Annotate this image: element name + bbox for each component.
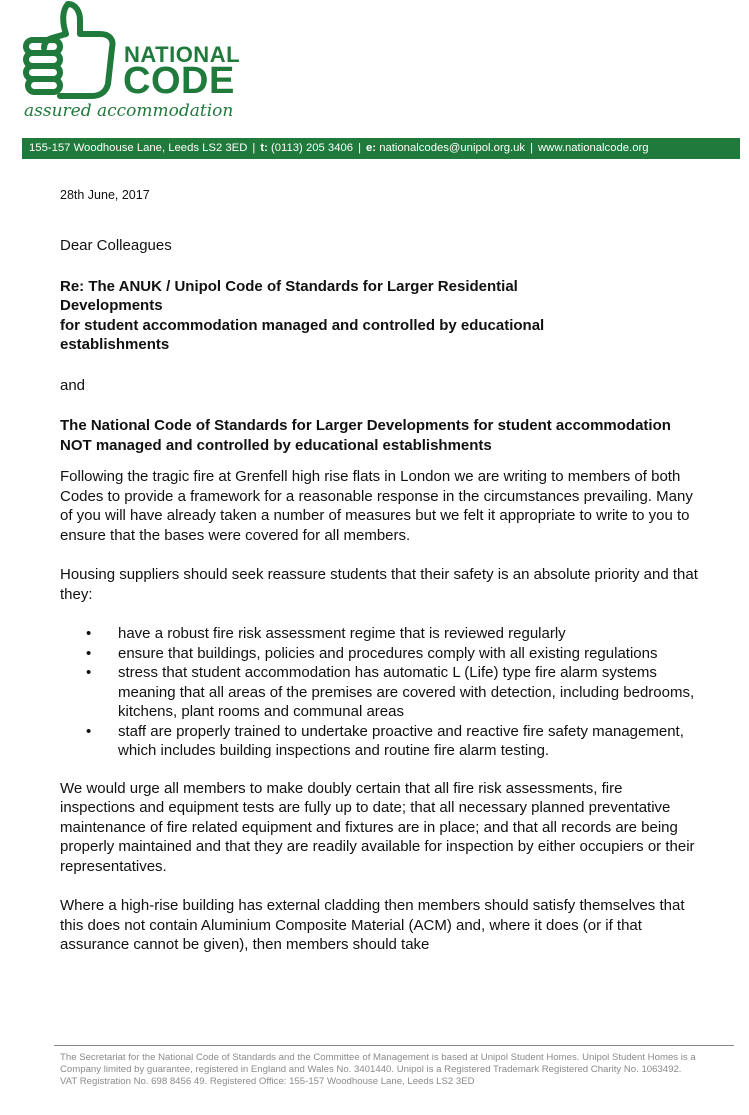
contact-phone: (0113) 205 3406 [270,142,354,154]
salutation: Dear Colleagues [60,237,172,254]
list-item: • have a robust fire risk assessment regime that is reviewed regularly [118,624,700,644]
list-item: • ensure that buildings, policies and procedures comply with all existing regulations [118,644,700,664]
paragraph-1: Following the tragic fire at Grenfell high rise flats in London we are writing to members of both Codes to provide a framework for a reasonable response in the circumstances prevailing. Many of you will have already taken a number of measures but we felt it appropriate to write to you to ensure that the bases were covered for all members. [60,468,693,544]
national-code-logo [22,0,252,128]
phone-label: t: [260,142,268,154]
national-code-heading: The National Code of Standards for Larger Developments for student accommodation NOT managed and controlled by educational establishments [60,417,671,454]
letter-date: 28th June, 2017 [60,188,150,202]
list-item: • stress that student accommodation has automatic L (Life) type fire alarm systems meaning that all areas of the premises are covered with detection, including bedrooms, kitchens, plant rooms and communal areas [118,663,700,722]
contact-email[interactable]: nationalcodes@unipol.org.uk [379,142,526,154]
list-item: • staff are properly trained to undertake proactive and reactive fire safety management, which includes building inspections and routine fire alarm testing. [118,722,700,761]
contact-address: 155-157 Woodhouse Lane, Leeds LS2 3ED [29,142,248,154]
paragraph-3: We would urge all members to make doubly certain that all fire risk assessments, fire inspections and equipment tests are fully up to date; that all necessary planned preventative maintenance of fire related equipment and fixtures are in place; and that all records are being properly maintained and that they are readily available for inspection by either occupiers or their representatives. [60,779,695,875]
re-line-2: for student accommodation managed and controlled by educational establishments [60,316,545,353]
re-heading [60,277,620,355]
thumbs-up-icon [22,0,122,100]
email-label: e: [366,142,377,154]
paragraph-4: Where a high-rise building has external cladding then members should satisfy themselves that this does not contain Aluminium Composite Material (ACM) and, where it does (or if that assurance cannot be given), then members should take [60,897,685,953]
logo-national-text: NATIONAL [124,42,241,67]
footer-text: The Secretariat for the National Code of Standards and the Committee of Management is based at Unipol Student Homes. Unipol Student Homes is a Company limited by guarantee, registered in England and Wales No. 3401440. Unipol is a Registered Trademark Registered Charity No. 1063492. VAT Registration No. 698 8456 49. Registered Office: 155-157 Woodhouse Lane, Leeds LS2 3ED [60,1052,696,1087]
paragraph-2: Housing suppliers should seek reassure students that their safety is an absolute priority and that they: [60,566,698,603]
logo-tagline: assured accommodation [24,101,234,121]
logo-code-text: CODE [123,60,235,102]
contact-website[interactable]: www.nationalcode.org [538,142,649,154]
footer-divider [54,1045,734,1046]
requirements-list [60,624,700,761]
and-text: and [60,376,86,394]
contact-bar: 155-157 Woodhouse Lane, Leeds LS2 3ED | t: (0113) 205 3406 | e: nationalcodes@unipol.org.uk | www.nationalcode.org [22,138,740,159]
re-line-1: Re: The ANUK / Unipol Code of Standards for Larger Residential Developments [60,277,518,314]
letter-body [60,188,700,975]
